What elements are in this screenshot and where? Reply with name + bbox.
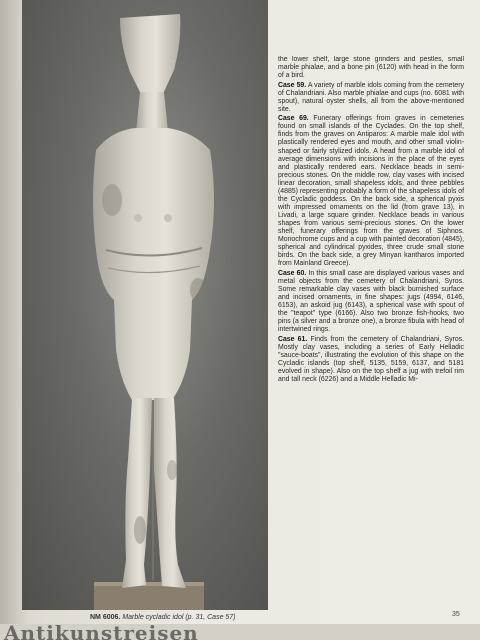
footer-fragment: Antikunstreisen <box>4 624 199 640</box>
page-number: 35 <box>452 611 460 618</box>
case-59-label: Case 59. <box>278 81 307 89</box>
footer-watermark-strip <box>0 624 480 640</box>
case-69-label: Case 69. <box>278 115 309 123</box>
cycladic-idol-figure <box>22 0 268 610</box>
case-60-paragraph <box>278 270 464 334</box>
case-61-paragraph <box>278 336 464 384</box>
case-60-text: In this small case are displayed various vases and metal objects from the cemetery of Chalandriani, Syros. Some remarkable clay vases with black burnished surface and incised ornaments, in fine shapes: jugs (4994, 6146, 6153), an askoid jug (6143), a spherical vase with spout of the "teapot" type (6166). Also two bronze fish-hooks, two pins (a silver and a bronze one), a bronze fibula with head of intertwined rings. <box>278 269 464 334</box>
idol-photograph <box>22 0 268 610</box>
case-59-text: A variety of marble idols coming from the cemetery of Chalandriani. Also marble phialae and cups (no. 6081 with spout), natural oyster shells, all from the above-mentioned site. <box>278 81 464 113</box>
case-69-text: Funerary offerings from graves in cemeteries found on small islands of the Cyclades. On the top shelf, finds from the graves on Antiparos: A marble male idol with plastically rendered eyes and mouth, and other small violin-shaped or fairly stylized idols. A head from a marble idol of average dimensions with incisions in the place of the eyes and plastically rendered ears. Necklace beads in semi-precious stones. On the middle row, clay vases with incised linear decoration, small shapeless idols, and three pebbles (4885) representing probably a form of the shapeless idols of the Cycladic goddess. On the back side, a spherical pyxis with impressed ornaments on the lid (from grave 13), in Livadi, a large square grinder. Necklace beads in various shapes from various semi-precious stones. On the lower shelf, funerary offerings from the graves of Siphnos. Monochrome cups and a cup with painted decoration (4845), spherical and cylindrical pyxides, three crude small stone birds. On the back side, a grey Minyan kantharos imported from Mainland Greece). <box>278 115 464 268</box>
case-61-label: Case 61. <box>278 335 308 343</box>
case-60-label: Case 60. <box>278 269 307 277</box>
case-69-paragraph <box>278 115 464 268</box>
photo-caption <box>90 614 290 621</box>
caption-number: NM 6006. <box>90 614 121 621</box>
text-column <box>278 56 464 616</box>
caption-text: Marble cycladic idol (p. 31, Case 57) <box>122 614 236 621</box>
case-61-text: Finds from the cemetery of Chalandriani, Syros. Mostly clay vases, including a series of Early Helladic "sauce-boats", illustrating the evolution of this shape on the Cycladic islands (top shelf, 5135, 5159, 6137, and 5181 evolved in shape). Also on the top shelf a jug with trefoil rim and tall neck (6226) and a Middle Helladic Mi- <box>278 335 464 383</box>
case-59-paragraph <box>278 82 464 114</box>
intro-paragraph: the lower shelf, large stone grinders and pestles, small marble phialae, and a bone pin (6120) with head in the form of a bird. <box>278 56 464 80</box>
